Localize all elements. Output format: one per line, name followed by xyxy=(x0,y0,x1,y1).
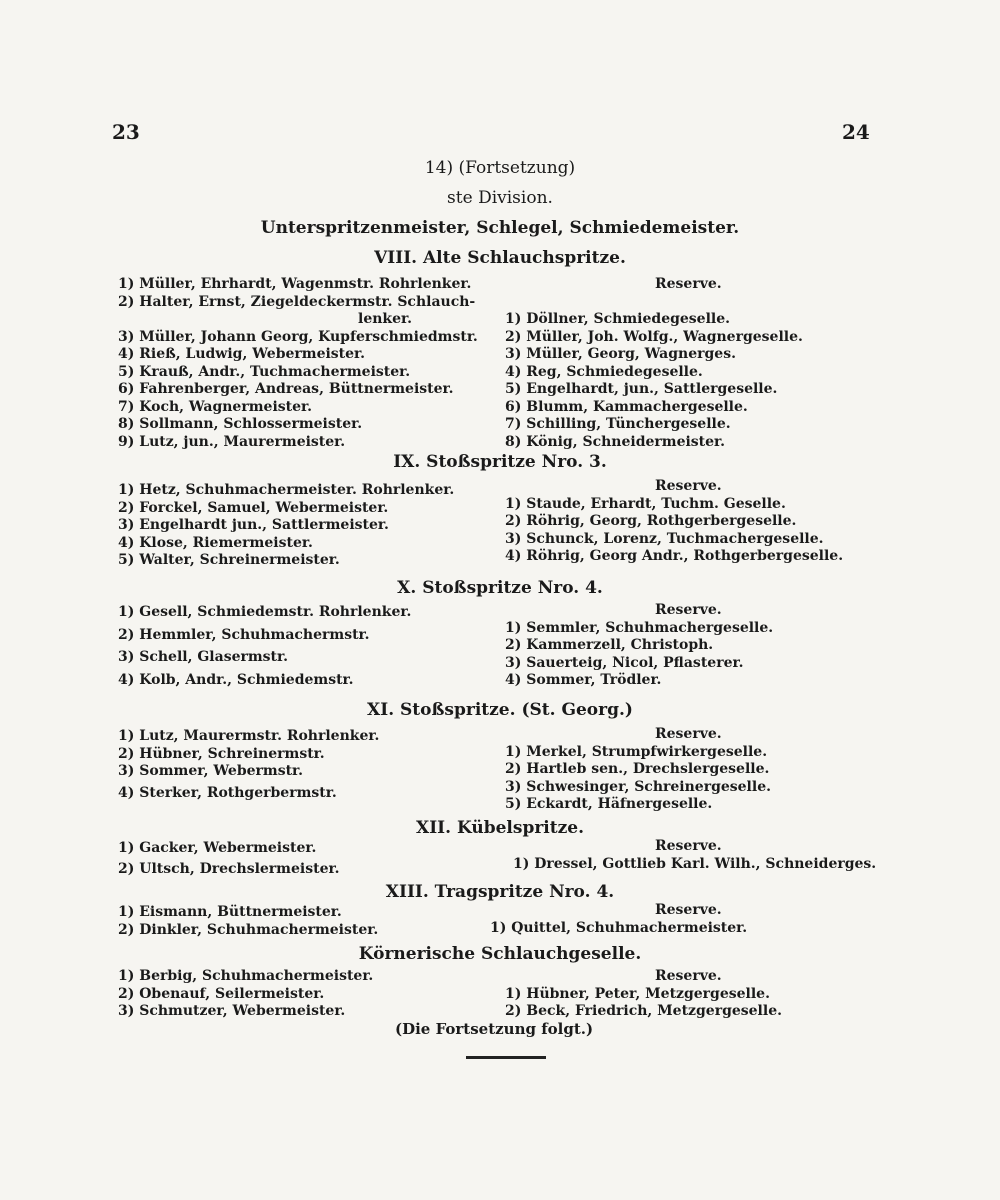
list-item: 2) Röhrig, Georg, Rothgerbergeselle. xyxy=(505,513,797,529)
list-item: 1) Staude, Erhardt, Tuchm. Geselle. xyxy=(505,495,786,512)
section-reserve-list xyxy=(505,838,877,873)
section-reserve-list xyxy=(505,726,835,814)
list-item: 2) Ultsch, Drechslermeister. xyxy=(118,860,340,877)
list-item: 1) Eismann, Büttnermeister. xyxy=(118,904,342,920)
list-item: 1) Hetz, Schuhmachermeister. Rohrlenker. xyxy=(118,482,455,498)
list-item: 3) Schmutzer, Webermeister. xyxy=(118,1003,346,1019)
list-item: 2) Hübner, Schreinermstr. xyxy=(118,745,325,762)
list-item: 8) Sollmann, Schlossermeister. xyxy=(118,416,363,432)
list-item: 3) Müller, Johann Georg, Kupferschmiedmstr. xyxy=(118,328,478,345)
section-title: VIII. Alte Schlauchspritze. xyxy=(374,248,626,268)
reserve-label: Reserve. xyxy=(655,838,722,854)
list-item: 1) Lutz, Maurermstr. Rohrlenker. xyxy=(118,728,380,744)
division-heading: ste Division. xyxy=(447,188,553,208)
list-item: 2) Hartleb sen., Drechslergeselle. xyxy=(505,761,770,777)
list-item: 4) Röhrig, Georg Andr., Rothgerbergeselle. xyxy=(505,548,844,564)
list-item: 2) Obenauf, Seilermeister. xyxy=(118,985,325,1002)
list-item: 7) Schilling, Tünchergeselle. xyxy=(505,416,731,432)
reserve-label: Reserve. xyxy=(655,902,722,918)
list-item: 2) Kammerzell, Christoph. xyxy=(505,637,714,653)
list-item: 1) Gesell, Schmiedemstr. Rohrlenker. xyxy=(118,604,412,620)
reserve-label: Reserve. xyxy=(655,602,722,618)
list-item: 2) Halter, Ernst, Ziegeldeckermstr. Schlauch- xyxy=(118,293,476,310)
list-item: 3) Schell, Glasermstr. xyxy=(118,649,288,665)
page-number-left: 23 xyxy=(112,120,140,144)
section-title: Körnerische Schlauchgeselle. xyxy=(358,944,642,964)
list-item: 1) Hübner, Peter, Metzgergeselle. xyxy=(505,985,770,1002)
section-title: XI. Stoßspritze. (St. Georg.) xyxy=(367,700,633,720)
list-item: 1) Dressel, Gottlieb Karl. Wilh., Schneiderges. xyxy=(513,855,877,872)
list-item: 3) Schwesinger, Schreinergeselle. xyxy=(505,778,771,795)
list-item: 2) Beck, Friedrich, Metzgergeselle. xyxy=(505,1003,782,1019)
list-item: 3) Sauerteig, Nicol, Pflasterer. xyxy=(505,654,744,671)
list-item: 9) Lutz, jun., Maurermeister. xyxy=(118,433,346,450)
unterspritzenmeister-heading: Unterspritzenmeister, Schlegel, Schmiedemeister. xyxy=(260,218,740,238)
reserve-label: Reserve. xyxy=(655,276,722,292)
list-item: 2) Forckel, Samuel, Webermeister. xyxy=(118,499,389,516)
section-left-list xyxy=(118,904,518,939)
list-item: 5) Krauß, Andr., Tuchmachermeister. xyxy=(118,363,411,380)
continuation-footer: (Die Fortsetzung folgt.) xyxy=(395,1020,594,1038)
list-item: 1) Semmler, Schuhmachergeselle. xyxy=(505,619,774,636)
list-item: 5) Eckardt, Häfnergeselle. xyxy=(505,796,713,812)
section-title: XIII. Tragspritze Nro. 4. xyxy=(385,882,615,902)
list-item: 3) Engelhardt jun., Sattlermeister. xyxy=(118,517,389,533)
list-item: 1) Quittel, Schuhmachermeister. xyxy=(490,919,748,936)
section-title: IX. Stoßspritze Nro. 3. xyxy=(393,452,607,472)
list-item: 3) Schunck, Lorenz, Tuchmachergeselle. xyxy=(505,530,824,547)
section-title: X. Stoßspritze Nro. 4. xyxy=(397,578,603,598)
footer-rule xyxy=(466,1056,546,1059)
reserve-label: Reserve. xyxy=(655,478,722,494)
list-item: lenker. xyxy=(358,311,412,327)
section-reserve-list xyxy=(505,276,835,451)
section-reserve-list xyxy=(505,602,835,690)
list-item: 4) Rieß, Ludwig, Webermeister. xyxy=(118,346,366,362)
page-number-right: 24 xyxy=(842,120,870,144)
reserve-label: Reserve. xyxy=(655,726,722,742)
list-item: 8) König, Schneidermeister. xyxy=(505,433,726,450)
list-item: 3) Müller, Georg, Wagnerges. xyxy=(505,346,736,362)
list-item: 1) Gacker, Webermeister. xyxy=(118,840,317,856)
section-left-list xyxy=(118,604,518,689)
list-item: 4) Reg, Schmiedegeselle. xyxy=(505,363,703,380)
list-item: 7) Koch, Wagnermeister. xyxy=(118,398,312,415)
section-left-list xyxy=(118,968,518,1021)
section-left-list xyxy=(118,728,518,802)
section-reserve-list xyxy=(490,902,835,937)
list-item: 4) Kolb, Andr., Schmiedemstr. xyxy=(118,671,354,688)
continuation-heading: 14) (Fortsetzung) xyxy=(424,158,576,178)
list-item: 4) Sommer, Trödler. xyxy=(505,672,662,688)
list-item: 1) Döllner, Schmiedegeselle. xyxy=(505,311,730,327)
section-reserve-list xyxy=(505,968,835,1021)
list-item: 6) Fahrenberger, Andreas, Büttnermeister. xyxy=(118,381,454,397)
list-item: 2) Hemmler, Schuhmachermstr. xyxy=(118,626,370,643)
list-item: 3) Sommer, Webermstr. xyxy=(118,763,304,779)
list-item: 5) Walter, Schreinermeister. xyxy=(118,552,340,568)
list-item: 2) Dinkler, Schuhmachermeister. xyxy=(118,921,379,938)
list-item: 1) Berbig, Schuhmachermeister. xyxy=(118,968,374,984)
list-item: 1) Müller, Ehrhardt, Wagenmstr. Rohrlenker. xyxy=(118,276,472,292)
list-item: 1) Merkel, Strumpfwirkergeselle. xyxy=(505,743,768,760)
list-item: 5) Engelhardt, jun., Sattlergeselle. xyxy=(505,381,778,397)
list-item: 2) Müller, Joh. Wolfg., Wagnergeselle. xyxy=(505,328,803,345)
list-item: 4) Klose, Riemermeister. xyxy=(118,534,313,551)
section-reserve-list xyxy=(505,478,844,566)
list-item: 4) Sterker, Rothgerbermstr. xyxy=(118,784,337,801)
section-left-list xyxy=(118,482,518,570)
section-title: XII. Kübelspritze. xyxy=(416,818,584,838)
section-left-list xyxy=(118,276,518,451)
section-left-list xyxy=(118,840,518,878)
list-item: 6) Blumm, Kammachergeselle. xyxy=(505,398,748,415)
reserve-label: Reserve. xyxy=(655,968,722,984)
